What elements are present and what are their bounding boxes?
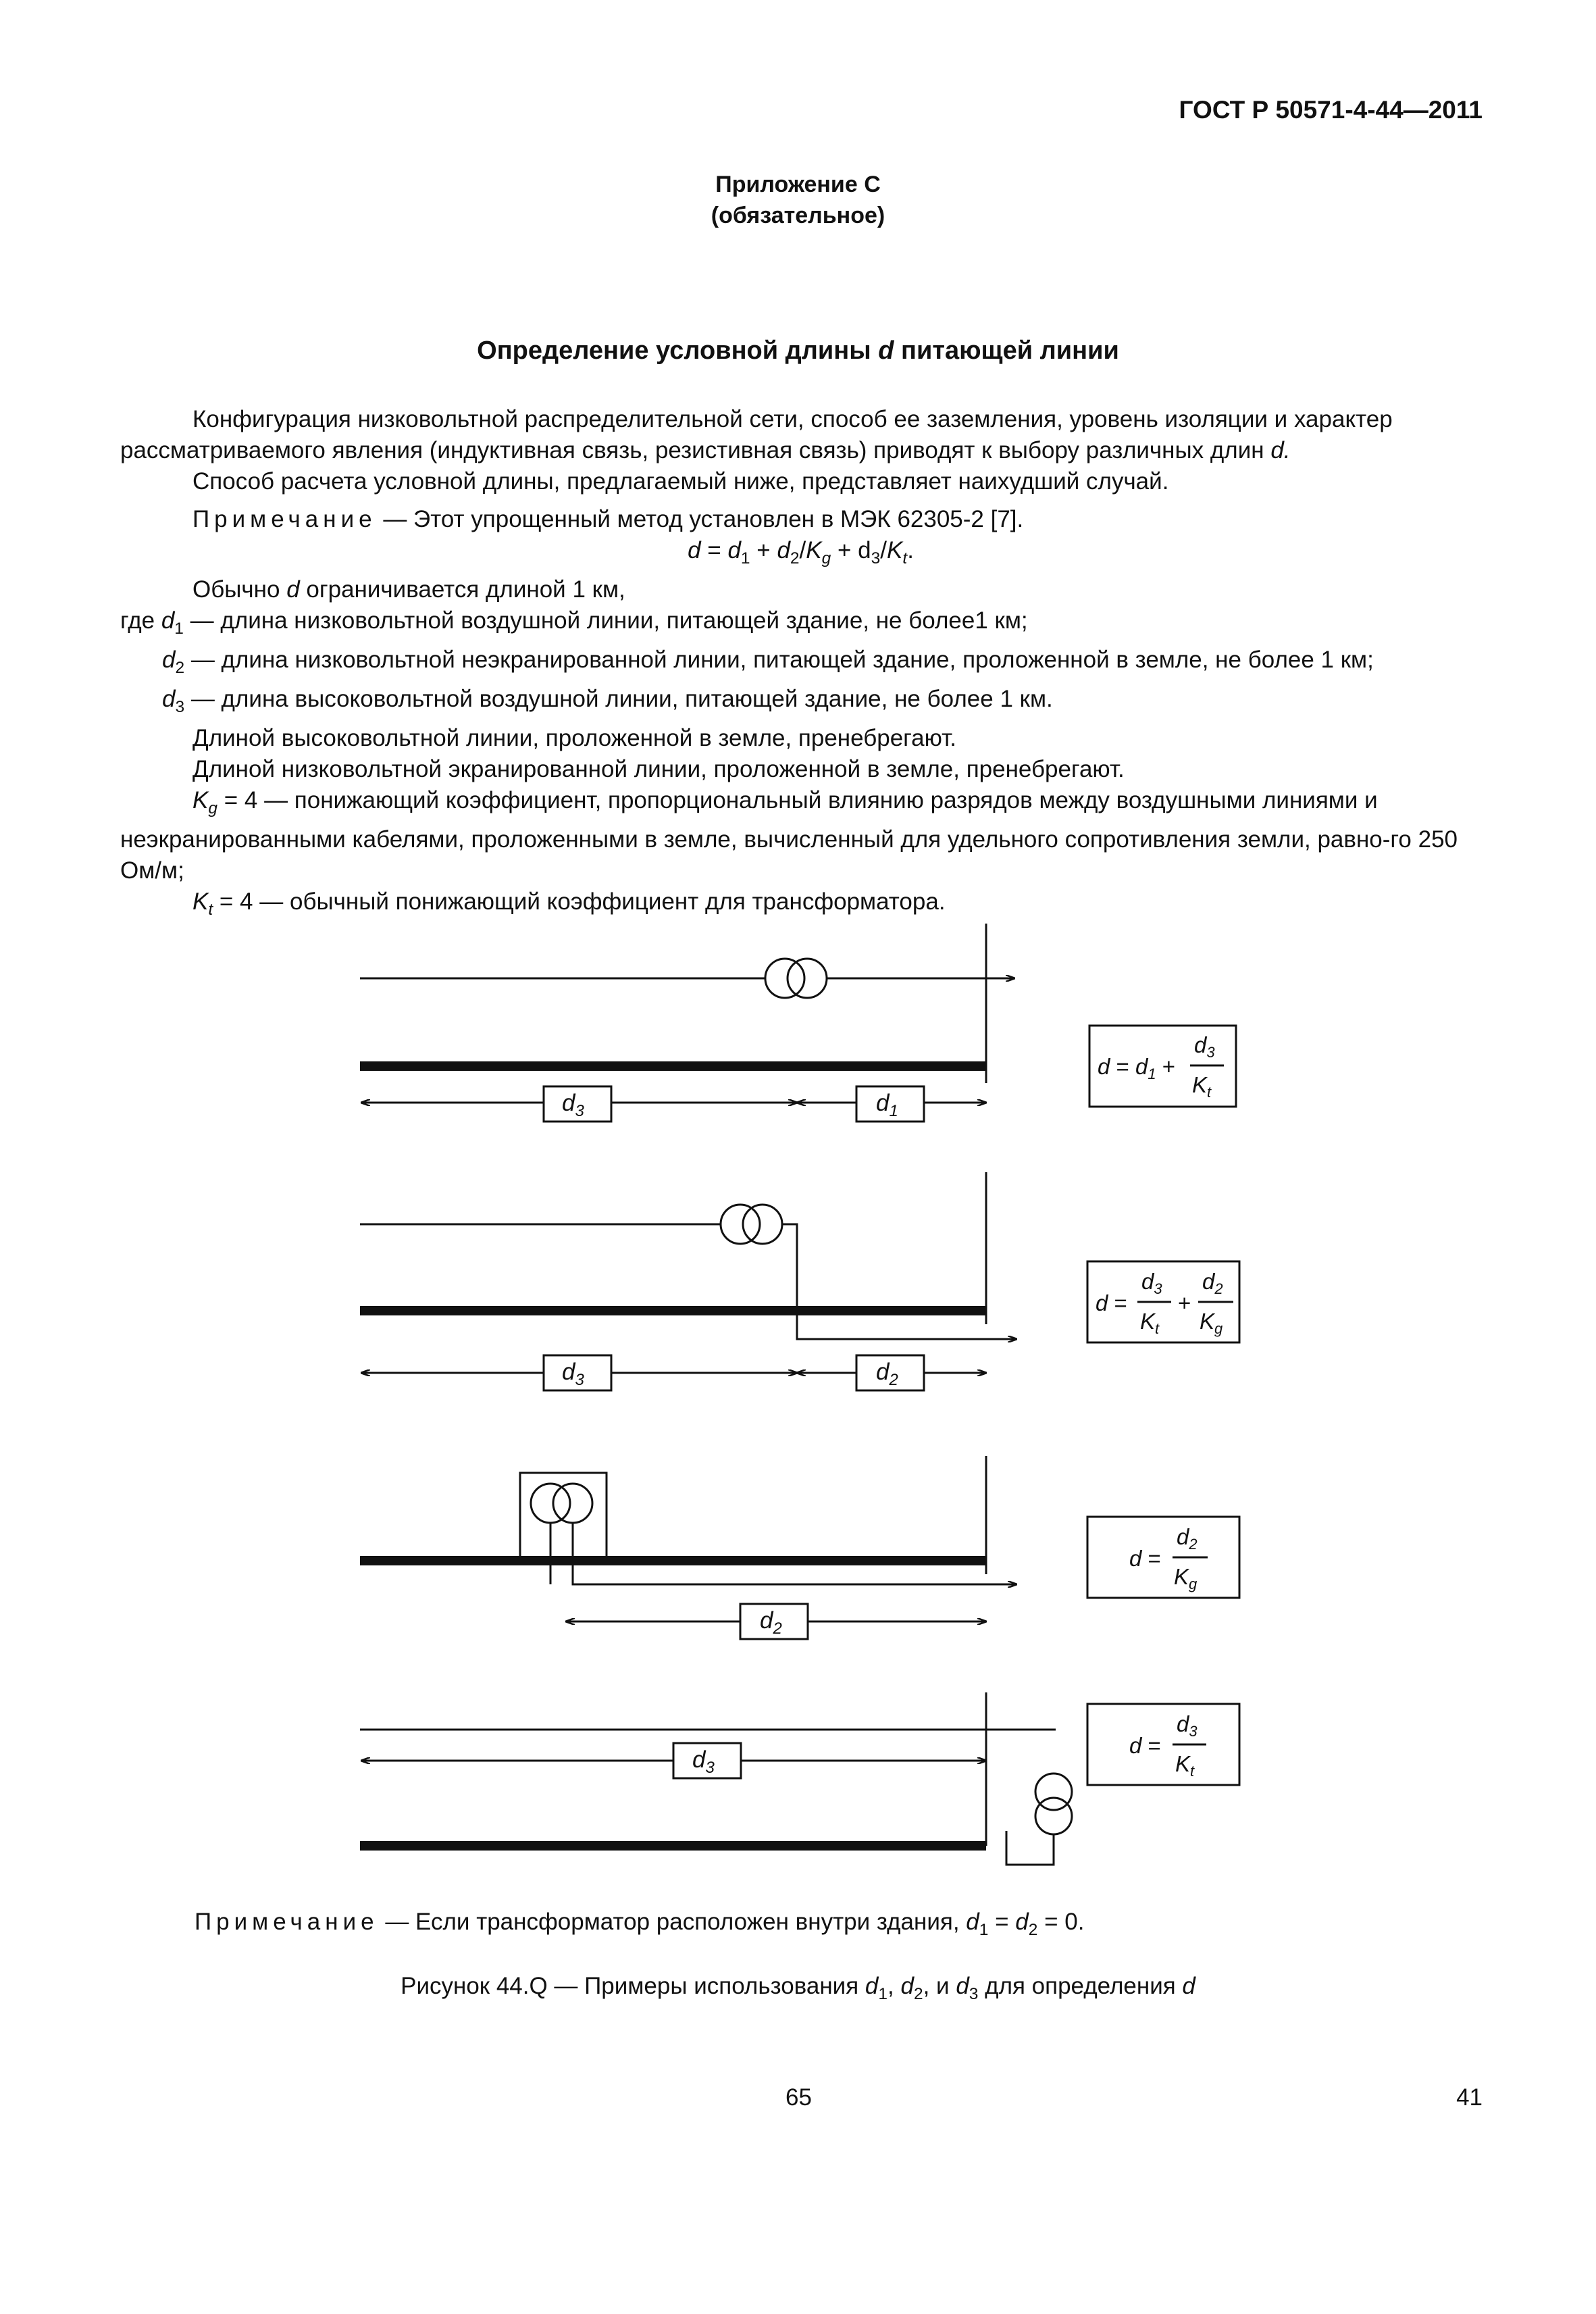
lv-buried-line [573,1523,1016,1584]
paragraph-kt: $K_t = 4$ — обычный понижающий коэффициент для трансформатора. [192,888,946,919]
diagram-2 [360,1172,1239,1390]
transformer-icon [1035,1774,1072,1810]
label-d3: $d_3$ [562,1359,584,1389]
transformer-icon [721,1205,760,1244]
formula-box-3 [1087,1517,1239,1598]
svg-text:d3: $d_3$ [1177,1711,1198,1740]
formula-4 [1129,1711,1206,1780]
svg-text:d3: $d_3$ [1194,1032,1215,1061]
svg-text:d =: d = [1096,1290,1127,1315]
svg-text:Kt: $K_t$ [1192,1072,1212,1101]
paragraph-lv-shielded: Длиной низковольтной экранированной линии, проложенной в земле, пренебрегают. [192,756,1125,782]
note-label: Примечание [192,506,377,532]
label-d2: $d_2$ [760,1607,782,1638]
diagram-3 [360,1456,1239,1639]
note-text: — Этот упрощенный метод установлен в МЭК 62305-2 [7]. [376,506,1024,532]
svg-text:d = d1 +: $d = d_1$ + [1098,1054,1176,1082]
annex-name: Приложение С [715,172,881,197]
standard-number: ГОСТ Р 50571-4-44—2011 [1179,96,1483,124]
paragraph-kg: $K_g = 4$ — понижающий коэффициент, пропорциональный влиянию разрядов между воздушными линиями и неэкранированными кабелями, проложенными в земле, вычисленный для удельного сопротивления земли, равно-го 250 Ом/м; [120,787,1458,884]
definition-d3: $d_3$ — длина высоковольтной воздушной линии, питающей здание, не более 1 км. [162,686,1053,716]
paragraph-configuration: Конфигурация низковольтной распределительной сети, способ ее заземления, уровень изоляции и характер рассматриваемого явления (индуктивная связь, резистивная связь) приводят к выбору различных длин d. [120,406,1393,463]
formula-1 [1098,1032,1224,1101]
transformer-icon [743,1205,782,1244]
lv-buried-line [782,1224,1016,1339]
label-d3: $d_3$ [692,1746,715,1777]
formula-box-4 [1087,1704,1239,1785]
paragraph-method: Способ расчета условной длины, предлагаемый ниже, представляет наихудший случай. [192,468,1169,495]
svg-text:Kg: $K_g$ [1174,1564,1198,1592]
formula-d: $d = d_1 + d_2/K_g + d_3/K_t$. [688,537,914,568]
label-d1: $d_1$ [876,1090,898,1120]
sheet-number: 41 [1456,2084,1483,2111]
svg-text:d2: $d_2$ [1202,1269,1223,1297]
svg-text:d =: d = [1129,1546,1161,1571]
annex-status: (обязательное) [711,203,885,228]
label-d3: $d_3$ [562,1090,584,1120]
figure-caption: Рисунок 44.Q — Примеры использования $d_1$, $d_2$, и $d_3$ для определения d [401,1973,1195,2003]
definition-d2: $d_2$ — длина низковольтной неэкранированной линии, питающей здание, проложенной в земле, не более 1 км; [162,647,1374,677]
transformer-icon [788,959,827,998]
transformer-icon [1035,1798,1072,1834]
page-number: 65 [786,2084,812,2111]
svg-text:d2: $d_2$ [1177,1524,1198,1553]
svg-text:d =: d = [1129,1733,1161,1758]
paragraph-hv-ground: Длиной высоковольтной линии, проложенной в земле, пренебрегают. [192,725,956,751]
figure-note: Примечание — Если трансформатор расположен внутри здания, $d_1 = d_2 = 0$. [195,1909,1085,1939]
label-d2: $d_2$ [876,1359,898,1389]
diagram-1 [360,924,1236,1122]
svg-text:+: + [1178,1290,1191,1315]
transformer-icon [531,1484,570,1523]
svg-text:Kg: $K_g$ [1200,1309,1223,1337]
svg-text:Kt: $K_t$ [1140,1309,1160,1337]
definition-d1: где $d_1$ — длина низковольтной воздушной линии, питающей здание, не более1 км; [120,607,1028,638]
section-title: Определение условной длины d питающей линии [477,336,1119,365]
svg-text:d3: $d_3$ [1141,1269,1162,1297]
formula-3 [1129,1524,1208,1592]
transformer-lead [1006,1831,1054,1865]
paragraph-limit: Обычно d ограничивается длиной 1 км, [192,576,625,603]
svg-text:Kt: $K_t$ [1175,1751,1195,1780]
formula-2 [1096,1269,1233,1337]
diagram-4 [360,1692,1239,1865]
transformer-icon [553,1484,592,1523]
transformer-icon [765,959,804,998]
